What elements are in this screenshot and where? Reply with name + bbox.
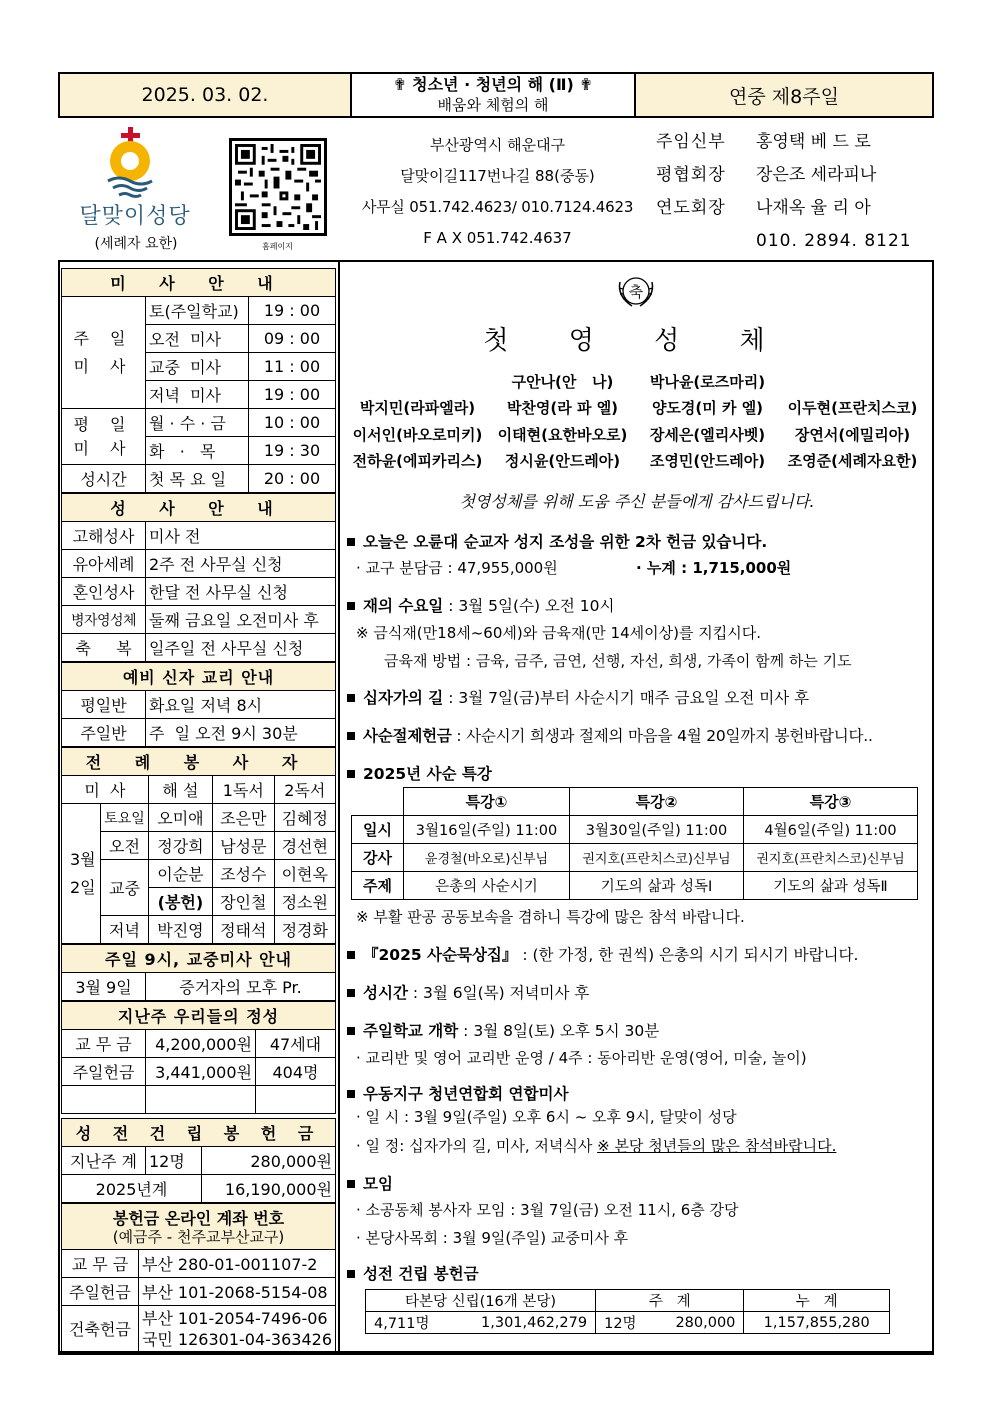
- mass-time: 19 : 30: [249, 437, 336, 465]
- sacrament-info: 일주일 전 사무실 신청: [146, 634, 336, 662]
- staff-role: 평협회장: [656, 165, 726, 185]
- bullet-square-icon: [347, 694, 355, 702]
- column-header: 2독서: [274, 776, 335, 804]
- parish-address: [345, 130, 650, 254]
- staff-name: 장은조 세라피나: [756, 165, 877, 185]
- lecture-cell: 3월30일(주일) 11:00: [569, 816, 743, 844]
- reader-2: 정경화: [274, 916, 335, 944]
- address-line-2: 달맞이길117번나길 88(중동): [400, 167, 595, 185]
- notice-text: : 3월 8일(토) 오후 5시 30분: [458, 1022, 660, 1040]
- mass-time: 09 : 00: [249, 325, 336, 353]
- parish-name: 달맞이성당: [79, 204, 191, 229]
- lecture-table: [351, 787, 918, 900]
- sacrament-name: 축 복: [62, 634, 146, 662]
- mass-name: 월 · 수 · 금: [146, 409, 249, 437]
- account-number: 부산 101-2054-7496-06: [141, 1308, 328, 1328]
- building-fund-title: 성 전 건 립 봉 헌 금: [62, 1119, 336, 1147]
- bullet-square-icon: [347, 538, 355, 546]
- bullet-square-icon: [347, 1180, 355, 1188]
- lecture-cell: 윤경철(바오로)신부님: [404, 844, 570, 872]
- notice-detail: ※ 금식재(만18세~60세)와 금육재(만 14세이상)를 지킵시다.: [356, 624, 761, 642]
- mass-slot: 토요일: [101, 804, 149, 832]
- holy-hour-day: 첫 목 요 일: [146, 465, 249, 493]
- notice-item: [345, 1019, 659, 1041]
- building-period: 2025년계: [62, 1175, 202, 1203]
- communicant-name: 정시윤(안드레아): [504, 452, 621, 471]
- staff-list: [656, 126, 916, 258]
- name-row: [345, 448, 925, 475]
- sacrament-info: 한달 전 사무실 신청: [146, 578, 336, 606]
- liturgy-ministers-table: [61, 747, 336, 944]
- bullet-square-icon: [347, 1270, 355, 1278]
- notice-item: [345, 594, 615, 616]
- communicant-name: 장연서(에밀리아): [794, 425, 911, 444]
- notice-heading: 모임: [363, 1175, 393, 1193]
- offering-amount: 3,441,000원: [146, 1058, 256, 1086]
- lecture-row-label: 강사: [352, 844, 404, 872]
- lecture-cell: 권지호(프란치스코)신부님: [569, 844, 743, 872]
- notice-item: [345, 981, 589, 1003]
- communicant-name: 이두현(프란치스코): [787, 399, 918, 418]
- bullet-square-icon: [347, 951, 355, 959]
- lecture-cell: 4월6일(주일) 11:00: [743, 816, 917, 844]
- header-bar: [58, 72, 934, 118]
- notice-detail: · 소공동체 봉사자 모임 : 3월 7일(금) 오전 11시, 6층 강당: [356, 1201, 739, 1219]
- building-amount: 280,000원: [202, 1147, 336, 1175]
- theme-subtitle: 배움와 체험의 해: [437, 96, 549, 114]
- staff-row: [656, 192, 916, 225]
- liturgy-date: 3월 2일: [62, 804, 101, 944]
- notice-emphasis: ※ 본당 청년들의 많은 참석바랍니다.: [597, 1137, 837, 1155]
- offertory-label: (봉헌): [148, 888, 212, 916]
- commentator: 이순분: [148, 860, 212, 888]
- sacrament-info: 미사 전: [146, 522, 336, 550]
- mass-time: 19 : 00: [249, 297, 336, 325]
- account-number: 부산 280-01-001107-2: [138, 1250, 335, 1278]
- staff-phone: 010. 2894. 8121: [756, 231, 912, 251]
- reader-1: 남성문: [213, 832, 274, 860]
- holy-hour-label: 성시간: [62, 465, 146, 493]
- mass-name: 토(주일학교): [146, 297, 249, 325]
- column-divider: [338, 262, 340, 1351]
- empty-cell: [352, 788, 404, 816]
- bottom-rule: [58, 1353, 934, 1355]
- notice-detail: · 교리반 및 영어 교리반 운영 / 4주 : 동아리반 운영(영어, 미술, 놀이): [356, 1049, 807, 1067]
- notice-heading: 성시간: [363, 984, 408, 1002]
- summary-header: 주 계: [596, 1290, 744, 1312]
- notice-item: [345, 1082, 568, 1104]
- left-column: [61, 268, 336, 1352]
- lecture-header: 특강②: [569, 788, 743, 816]
- summary-count: 4,711명: [366, 1312, 451, 1334]
- communicant-name: 박지민(라파엘라): [359, 399, 476, 418]
- summary-amount: 1,301,462,279: [451, 1312, 596, 1334]
- sacrament-name: 유아세례: [62, 550, 146, 578]
- mass-time: 11 : 00: [249, 353, 336, 381]
- commentator: 박진영: [148, 916, 212, 944]
- summary-header: 누 계: [744, 1290, 890, 1312]
- sacrament-info: 2주 전 사무실 신청: [146, 550, 336, 578]
- bullet-square-icon: [347, 732, 355, 740]
- year-theme: [352, 74, 636, 116]
- class-name: 주일반: [62, 719, 146, 747]
- empty-cell: [62, 1086, 146, 1114]
- qr-code-icon: [235, 144, 321, 230]
- bullet-square-icon: [347, 989, 355, 997]
- notice-text: : 3월 6일(목) 저녁미사 후: [407, 984, 590, 1002]
- sunday9-table: [61, 944, 336, 1001]
- notice-detail: · 본당사목회 : 3월 9일(주일) 교중미사 후: [356, 1229, 629, 1247]
- account-type: 교 무 금: [62, 1250, 139, 1278]
- notice-heading: 『2025 사순묵상집』: [363, 946, 518, 964]
- column-header: 미 사: [62, 776, 149, 804]
- notice-item: [345, 943, 858, 965]
- reader-1: 조성수: [213, 860, 274, 888]
- office-phone: 사무실 051.742.4623/ 010.7124.4623: [361, 198, 634, 216]
- staff-row: [656, 126, 916, 159]
- staff-role: 연도회장: [656, 198, 726, 218]
- communicant-list: [345, 368, 925, 474]
- notice-detail: ※ 부활 판공 공동보속을 겸하니 특강에 많은 참석 바랍니다.: [356, 908, 745, 926]
- notice-item: [345, 762, 492, 784]
- notice-heading: 사순절제헌금: [363, 727, 452, 745]
- sacrament-name: 혼인성사: [62, 578, 146, 606]
- mass-slot: 저녁: [101, 916, 149, 944]
- notice-text: : 사순시기 희생과 절제의 마음을 4월 20일까지 봉헌바랍니다..: [451, 727, 873, 745]
- reader-2: 경선현: [274, 832, 335, 860]
- emblem-text: 축: [628, 283, 644, 301]
- notice-item: [345, 1172, 393, 1194]
- staff-name: 홍영택 베 드 로: [756, 132, 871, 152]
- parish-logo: [80, 125, 190, 255]
- reader-2: 김혜정: [274, 804, 335, 832]
- sacraments-table: [61, 493, 336, 662]
- bulletin-date: 2025. 03. 02.: [60, 74, 352, 116]
- qr-label: 홈페이지: [262, 242, 293, 251]
- notice-detail: · 교구 분담금 : 47,955,000원: [356, 559, 558, 577]
- theme-title: ✟ 청소년 · 청년의 해 (Ⅱ) ✟: [393, 75, 593, 94]
- parish-patron: (세례자 요한): [94, 236, 178, 252]
- parish-emblem-icon: [80, 125, 190, 201]
- empty-cell: [146, 1086, 256, 1114]
- sunday9-content: 증거자의 모후 Pr.: [146, 973, 336, 1001]
- summary-header: 타본당 신립(16개 본당): [366, 1290, 596, 1312]
- sacraments-title: 성 사 안 내: [62, 494, 336, 522]
- column-header: 해 설: [148, 776, 212, 804]
- building-count: 12명: [146, 1147, 202, 1175]
- notice-heading: 우동지구 청년연합회 연합미사: [363, 1085, 569, 1103]
- offering-type: 교 무 금: [62, 1030, 146, 1058]
- staff-role: 주임신부: [656, 132, 726, 152]
- thanks-message: 첫영성체를 위해 도움 주신 분들에게 감사드립니다.: [459, 492, 815, 511]
- mass-name: 교중 미사: [146, 353, 249, 381]
- laurel-emblem-icon: [614, 272, 658, 312]
- bullet-square-icon: [347, 1090, 355, 1098]
- liturgy-title: 전 례 봉 사 자: [62, 748, 336, 776]
- reader-1: 장인철: [213, 888, 274, 916]
- lecture-cell: 3월16일(주일) 11:00: [404, 816, 570, 844]
- bullet-square-icon: [347, 602, 355, 610]
- account-numbers: [138, 1306, 335, 1352]
- offering-title: 지난주 우리들의 정성: [62, 1002, 336, 1030]
- catechism-table: [61, 662, 336, 747]
- communicant-name: 박찬영(라 파 엘): [506, 399, 619, 418]
- class-time: 주 일 오전 9시 30분: [146, 719, 336, 747]
- name-row: [345, 421, 925, 448]
- liturgical-week: 연중 제8주일: [729, 85, 839, 108]
- lecture-header: 특강③: [743, 788, 917, 816]
- mass-schedule-title: 미 사 안 내: [62, 269, 336, 297]
- accounts-holder: (예금주 - 천주교부산교구): [112, 1227, 285, 1246]
- reader-2: 이현옥: [274, 860, 335, 888]
- building-fund-table: [61, 1118, 336, 1203]
- notice-item: [345, 686, 809, 708]
- commentator: 오미애: [148, 804, 212, 832]
- fax-number: F A X 051.742.4637: [423, 229, 572, 247]
- account-number: 부산 101-2068-5154-08: [138, 1278, 335, 1306]
- offering-count: 47세대: [256, 1030, 336, 1058]
- building-period: 지난주 계: [62, 1147, 146, 1175]
- offering-type: 주일헌금: [62, 1058, 146, 1086]
- notice-item: [345, 724, 873, 746]
- accounts-title-cell: [62, 1204, 336, 1250]
- mass-time: 10 : 00: [249, 409, 336, 437]
- offering-amount: 4,200,000원: [146, 1030, 256, 1058]
- name-row: [345, 395, 925, 422]
- offering-table: [61, 1001, 336, 1114]
- class-name: 평일반: [62, 691, 146, 719]
- sacrament-name: 고해성사: [62, 522, 146, 550]
- name-row: [345, 368, 925, 395]
- summary-amount: 280,000: [654, 1312, 744, 1334]
- notice-detail: [356, 1135, 836, 1156]
- summary-count: 12명: [596, 1312, 654, 1334]
- class-time: 화요일 저녁 8시: [146, 691, 336, 719]
- summary-total: 1,157,855,280: [744, 1312, 890, 1334]
- notice-text: : 3월 7일(금)부터 사순시기 매주 금요일 오전 미사 후: [443, 689, 810, 707]
- lecture-cell: 은총의 사순시기: [404, 872, 570, 900]
- notice-text: 오늘은 오륜대 순교자 성지 조성을 위한 2차 헌금 있습니다.: [363, 533, 768, 551]
- notice-detail: · 누계 : 1,715,000원: [636, 559, 792, 577]
- homepage-qr-code[interactable]: [229, 138, 327, 236]
- notice-item: [345, 530, 767, 552]
- communicant-name: 장세은(엘리사벳): [649, 425, 766, 444]
- sacrament-name: 병자영성체: [62, 606, 146, 634]
- building-fund-summary-table: [365, 1289, 890, 1334]
- notice-item: [345, 1262, 479, 1284]
- staff-row: [656, 159, 916, 192]
- communicant-name: 조영준(세례자요한): [787, 452, 918, 471]
- notice-heading: 재의 수요일: [363, 597, 444, 615]
- catechism-title: 예비 신자 교리 안내: [62, 663, 336, 691]
- reader-1: 조은만: [213, 804, 274, 832]
- lecture-cell: 권지호(프란치스코)신부님: [743, 844, 917, 872]
- communicant-name: 이태현(요한바오로): [497, 425, 628, 444]
- lecture-header: 특강①: [404, 788, 570, 816]
- sunday9-title: 주일 9시, 교중미사 안내: [62, 945, 336, 973]
- building-amount: 16,190,000원: [202, 1175, 336, 1203]
- mass-name: 저녁 미사: [146, 381, 249, 409]
- sunday9-date: 3월 9일: [62, 973, 146, 1001]
- notice-heading: 성전 건립 봉헌금: [363, 1265, 479, 1283]
- account-number: 국민 126301-04-363426: [141, 1329, 332, 1349]
- holy-hour-time: 20 : 00: [249, 465, 336, 493]
- notice-heading: 2025년 사순 특강: [363, 765, 492, 783]
- lecture-row-label: 일시: [352, 816, 404, 844]
- lecture-cell: 기도의 삶과 성독Ⅰ: [569, 872, 743, 900]
- column-header: 1독서: [213, 776, 274, 804]
- notice-detail: · 일 시 : 3월 9일(주일) 오후 6시 ~ 오후 9시, 달맞이 성당: [356, 1108, 737, 1126]
- mass-name: 오전 미사: [146, 325, 249, 353]
- notice-text: : 3월 5일(수) 오전 10시: [443, 597, 615, 615]
- communicant-name: 전하윤(에피카리스): [352, 452, 483, 471]
- mass-name: 화 · 목: [146, 437, 249, 465]
- account-type: 주일헌금: [62, 1278, 139, 1306]
- mass-slot: 오전: [101, 832, 149, 860]
- notice-heading: 십자가의 길: [363, 689, 444, 707]
- address-line-1: 부산광역시 해운대구: [429, 136, 566, 154]
- accounts-table: [61, 1203, 336, 1352]
- empty-cell: [256, 1086, 336, 1114]
- reader-2: 정소원: [274, 888, 335, 916]
- commentator: 정강희: [148, 832, 212, 860]
- staff-role: [656, 225, 756, 258]
- weekday-mass-label: 평 일 미 사: [62, 409, 146, 465]
- first-communion-title: 첫 영 성 체: [483, 326, 791, 356]
- notice-detail-text: · 일 정: 십자가의 길, 미사, 저녁식사: [356, 1137, 598, 1155]
- lecture-cell: 기도의 삶과 성독Ⅱ: [743, 872, 917, 900]
- mass-slot: 교중: [101, 860, 149, 916]
- offering-count: 404명: [256, 1058, 336, 1086]
- accounts-title: 봉헌금 온라인 계좌 번호: [112, 1208, 285, 1228]
- reader-1: 정태석: [213, 916, 274, 944]
- notice-text: : (한 가정, 한 권씩) 은총의 시기 되시기 바랍니다.: [517, 946, 859, 964]
- communicant-name: 박나윤(로즈마리): [649, 372, 766, 391]
- mass-schedule-table: [61, 268, 336, 493]
- communicant-name: 조영민(안드레아): [649, 452, 766, 471]
- staff-row: [656, 225, 916, 258]
- notice-detail: 금육재 방법 : 금육, 금주, 금연, 선행, 자선, 희생, 가족이 함께 하는 기도: [384, 652, 852, 670]
- mass-time: 19 : 00: [249, 381, 336, 409]
- bullet-square-icon: [347, 1027, 355, 1035]
- lecture-row-label: 주제: [352, 872, 404, 900]
- communicant-name: 구안나(안 나): [511, 372, 614, 391]
- notice-heading: 주일학교 개학: [363, 1022, 459, 1040]
- bullet-square-icon: [347, 770, 355, 778]
- staff-name: 나재옥 율 리 아: [756, 198, 871, 218]
- sunday-mass-label: 주 일 미 사: [62, 297, 146, 409]
- communicant-name: 이서인(바오로미키): [352, 425, 483, 444]
- account-type: 건축헌금: [62, 1306, 139, 1352]
- communicant-name: 양도경(미 카 엘): [651, 399, 764, 418]
- sacrament-info: 둘째 금요일 오전미사 후: [146, 606, 336, 634]
